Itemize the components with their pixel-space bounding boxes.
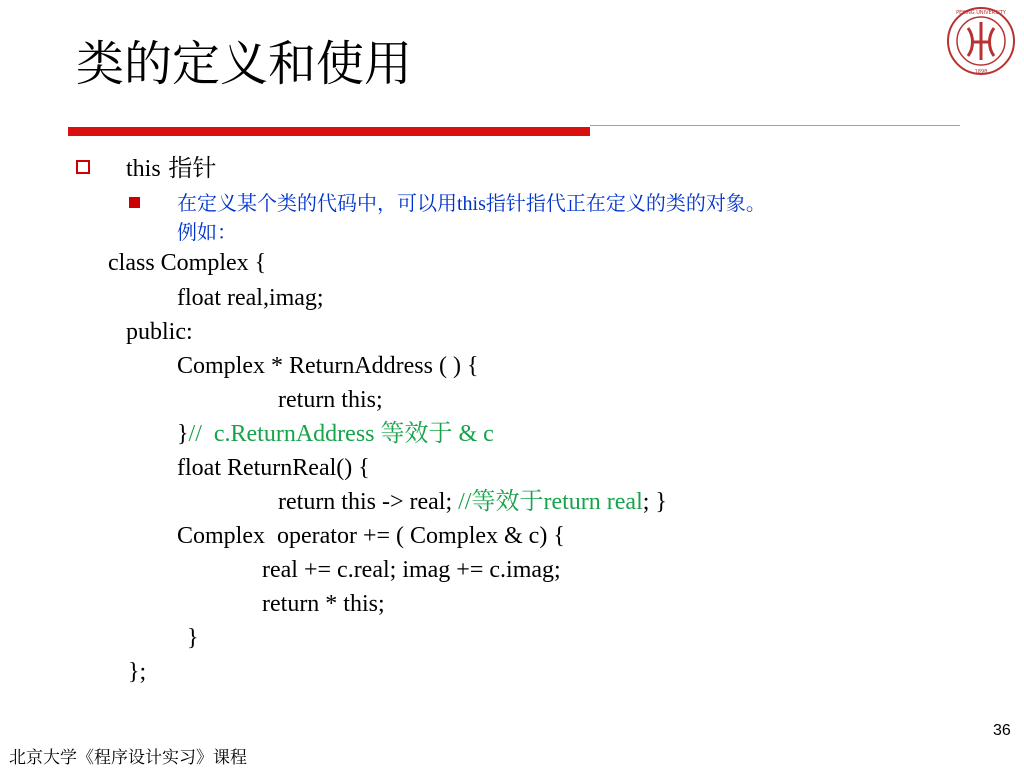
code-text: public: [126, 319, 193, 345]
bullet-hollow-square-icon [76, 160, 90, 174]
code-line [278, 487, 667, 517]
footer-course-name: 北京大学《程序设计实习》课程 [9, 748, 247, 768]
bullet2-text [177, 189, 937, 246]
svg-text:PEKING UNIVERSITY: PEKING UNIVERSITY [956, 10, 1006, 16]
code-line [177, 453, 370, 483]
bullet-filled-square-icon [129, 197, 140, 208]
code-line [126, 317, 193, 347]
peking-university-logo [946, 6, 1016, 76]
code-text: Complex operator += ( Complex & c) { [177, 523, 565, 549]
bullet1-label: 指针 [160, 154, 217, 182]
bullet2-keyword: this [457, 193, 486, 215]
svg-text:1898: 1898 [974, 69, 988, 75]
code-text: return * this; [262, 591, 385, 617]
code-text: Complex * ReturnAddress ( ) { [177, 353, 479, 379]
code-text: }; [128, 659, 147, 685]
code-line [177, 419, 494, 449]
code-comment: //等效于return real [458, 489, 643, 515]
bullet2-text-a: 在定义某个类的代码中，可以用 [177, 191, 457, 215]
code-line [177, 351, 478, 381]
bullet1-keyword: this [126, 156, 161, 182]
code-text: } [187, 625, 199, 651]
slide-title: 类的定义和使用 [76, 36, 413, 92]
code-text: real += c.real; imag += c.imag; [262, 557, 561, 583]
code-line [278, 385, 383, 415]
bullet2-text-b: 指针指代正在定义的类的对象。 [485, 191, 766, 215]
code-line [108, 248, 266, 278]
code-text: float ReturnReal() { [177, 455, 370, 481]
code-text: } [177, 421, 189, 447]
code-text: return this -> real; [278, 489, 459, 515]
bullet1-text [126, 153, 216, 184]
code-text: class Complex { [108, 250, 267, 276]
title-underline-red [68, 127, 590, 136]
code-line [177, 283, 324, 313]
bullet2-text-c: 例如： [177, 220, 237, 244]
page-number: 36 [993, 722, 1011, 739]
code-line [177, 521, 565, 551]
code-line [262, 555, 561, 585]
code-line [128, 657, 146, 687]
code-line [262, 589, 385, 619]
title-underline-thin [590, 125, 960, 126]
code-line [187, 623, 199, 653]
code-comment: // c.ReturnAddress 等效于 & c [188, 421, 494, 447]
code-text: return this; [278, 387, 383, 413]
code-text: float real,imag; [177, 285, 324, 311]
code-text: ; } [642, 489, 667, 515]
